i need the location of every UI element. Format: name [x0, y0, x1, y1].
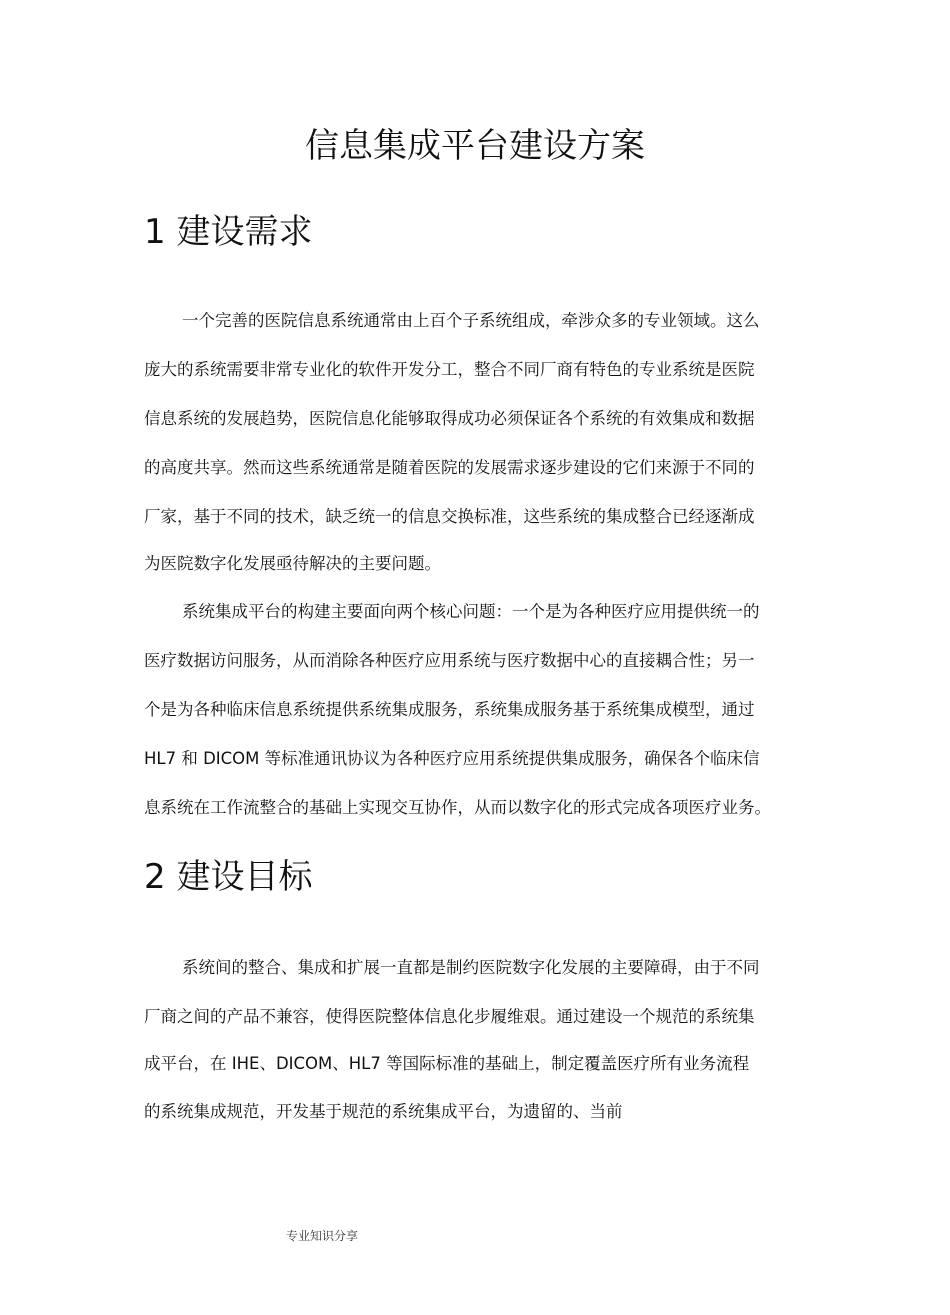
section-heading-requirements: 1 建设需求: [144, 212, 313, 252]
paragraph-line: 一个完善的医院信息系统通常由上百个子系统组成，牵涉众多的专业领域。这么: [182, 311, 760, 330]
paragraph-line: 医疗数据访问服务，从而消除各种医疗应用系统与医疗数据中心的直接耦合性；另一: [144, 651, 755, 670]
paragraph-line: 系统集成平台的构建主要面向两个核心问题：一个是为各种医疗应用提供统一的: [182, 602, 760, 621]
paragraph-line: 系统间的整合、集成和扩展一直都是制约医院数字化发展的主要障碍，由于不同: [182, 958, 760, 977]
paragraph-line: 的高度共享。然而这些系统通常是随着医院的发展需求逐步建设的它们来源于不同的: [144, 458, 755, 477]
paragraph-line: 信息系统的发展趋势，医院信息化能够取得成功必须保证各个系统的有效集成和数据: [144, 409, 755, 428]
paragraph-line: 厂家，基于不同的技术，缺乏统一的信息交换标准，这些系统的集成整合已经逐渐成: [144, 507, 755, 526]
paragraph-line: 庞大的系统需要非常专业化的软件开发分工，整合不同厂商有特色的专业系统是医院: [144, 360, 755, 379]
paragraph-line: 厂商之间的产品不兼容，使得医院整体信息化步履维艰。通过建设一个规范的系统集: [144, 1007, 755, 1026]
paragraph-line: 为医院数字化发展亟待解决的主要问题。: [144, 554, 441, 573]
paragraph-line: 成平台，在 IHE、DICOM、HL7 等国际标准的基础上，制定覆盖医疗所有业务流程: [144, 1054, 750, 1073]
document-title: 信息集成平台建设方案: [305, 126, 645, 166]
paragraph-line: 个是为各种临床信息系统提供系统集成服务，系统集成服务基于系统集成模型，通过: [144, 700, 755, 719]
paragraph-line: 息系统在工作流整合的基础上实现交互协作，从而以数字化的形式完成各项医疗业务。: [144, 798, 771, 817]
page-footer: 专业知识分享: [286, 1229, 359, 1243]
paragraph-line: 的系统集成规范，开发基于规范的系统集成平台，为遗留的、当前: [144, 1102, 623, 1121]
paragraph-line: HL7 和 DICOM 等标准通讯协议为各种医疗应用系统提供集成服务，确保各个临床信: [144, 749, 760, 768]
section-heading-goals: 2 建设目标: [144, 857, 313, 897]
